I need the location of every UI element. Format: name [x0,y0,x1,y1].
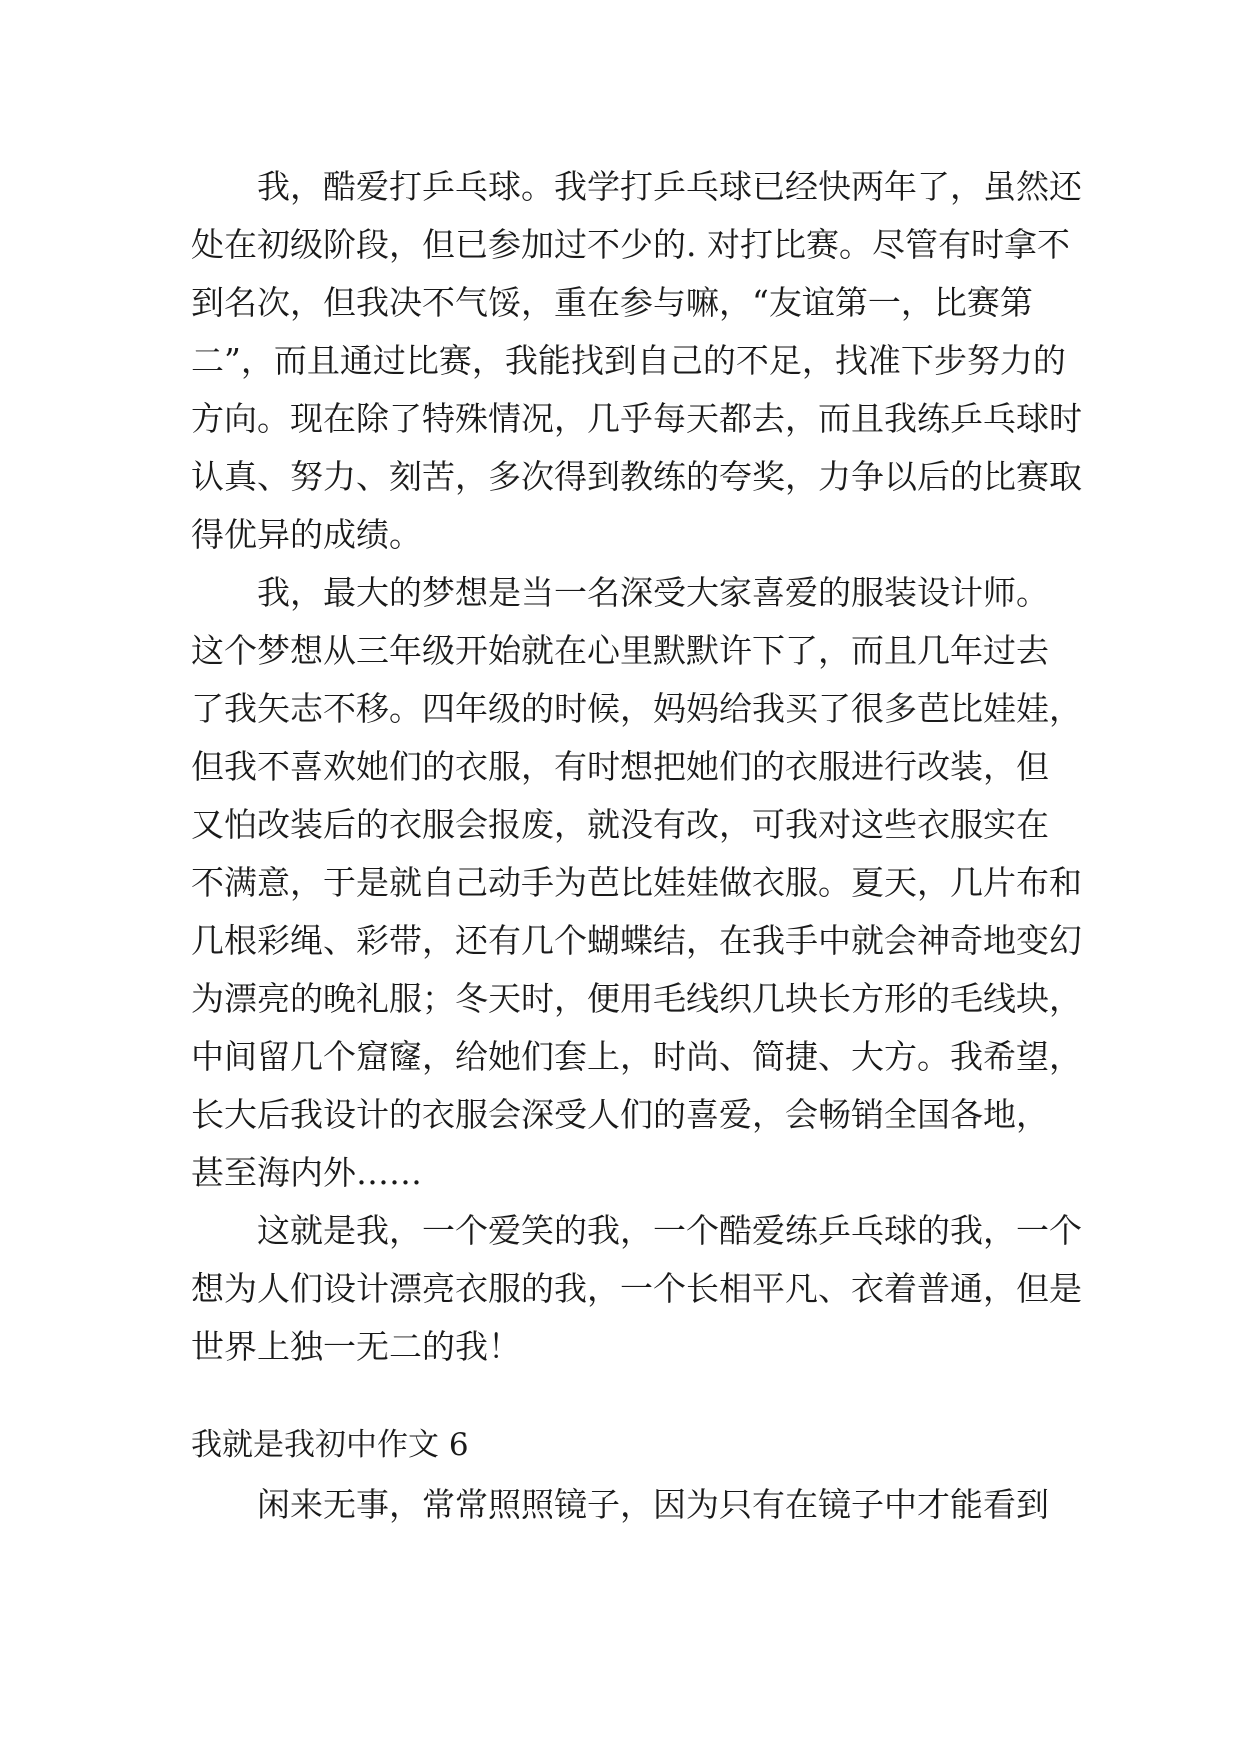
text-line [0,911,1241,971]
line-text: 方向。现在除了特殊情况，几乎每天都去，而且我练乒乓球时 [191,399,1082,438]
text-line [0,389,1241,449]
text-line [0,1317,1241,1377]
text-line [0,737,1241,797]
line-text: 想为人们设计漂亮衣服的我，一个长相平凡、衣着普通，但是 [191,1269,1082,1308]
line-text: 为漂亮的晚礼服；冬天时，便用毛线织几块长方形的毛线块， [191,979,1082,1018]
line-text: 世界上独一无二的我！ [191,1327,521,1366]
text-line [0,853,1241,913]
text-line [0,679,1241,739]
text-line [0,505,1241,565]
text-line [0,447,1241,507]
line-text: 这个梦想从三年级开始就在心里默默许下了，而且几年过去 [191,631,1049,670]
line-text: 到名次，但我决不气馁，重在参与嘛，“友谊第一，比赛第 [191,283,1033,322]
line-text: 认真、努力、刻苦，多次得到教练的夸奖，力争以后的比赛取 [191,457,1082,496]
text-line [0,1259,1241,1319]
line-text: 甚至海内外…… [191,1153,422,1192]
line-text: 这就是我，一个爱笑的我，一个酷爱练乒乓球的我，一个 [257,1211,1082,1250]
line-text: 二”，而且通过比赛，我能找到自己的不足，找准下步努力的 [191,341,1066,380]
section-heading [0,1415,1241,1475]
text-line [0,795,1241,855]
text-line [0,1085,1241,1145]
line-text: 闲来无事，常常照照镜子，因为只有在镜子中才能看到 [257,1485,1049,1524]
text-line [0,563,1241,623]
line-text: 处在初级阶段，但已参加过不少的. 对打比赛。尽管有时拿不 [191,225,1070,264]
line-text: 长大后我设计的衣服会深受人们的喜爱，会畅销全国各地， [191,1095,1049,1134]
line-text: 几根彩绳、彩带，还有几个蝴蝶结，在我手中就会神奇地变幻 [191,921,1082,960]
line-text: 了我矢志不移。四年级的时候，妈妈给我买了很多芭比娃娃， [191,689,1082,728]
text-line [0,1201,1241,1261]
line-text: 我，最大的梦想是当一名深受大家喜爱的服装设计师。 [257,573,1049,612]
text-line [0,969,1241,1029]
text-line [0,1475,1241,1535]
heading-text: 我就是我初中作文 6 [191,1427,469,1463]
text-line [0,215,1241,275]
line-text: 又怕改装后的衣服会报废，就没有改，可我对这些衣服实在 [191,805,1049,844]
line-text: 中间留几个窟窿，给她们套上，时尚、简捷、大方。我希望， [191,1037,1082,1076]
line-text: 不满意，于是就自己动手为芭比娃娃做衣服。夏天，几片布和 [191,863,1082,902]
text-line [0,273,1241,333]
line-text: 我，酷爱打乒乓球。我学打乒乓球已经快两年了，虽然还 [257,167,1082,206]
text-line [0,621,1241,681]
text-line [0,1143,1241,1203]
line-text: 得优异的成绩。 [191,515,422,554]
line-text: 但我不喜欢她们的衣服，有时想把她们的衣服进行改装，但 [191,747,1049,786]
text-line [0,331,1241,391]
text-line [0,157,1241,217]
text-line [0,1027,1241,1087]
